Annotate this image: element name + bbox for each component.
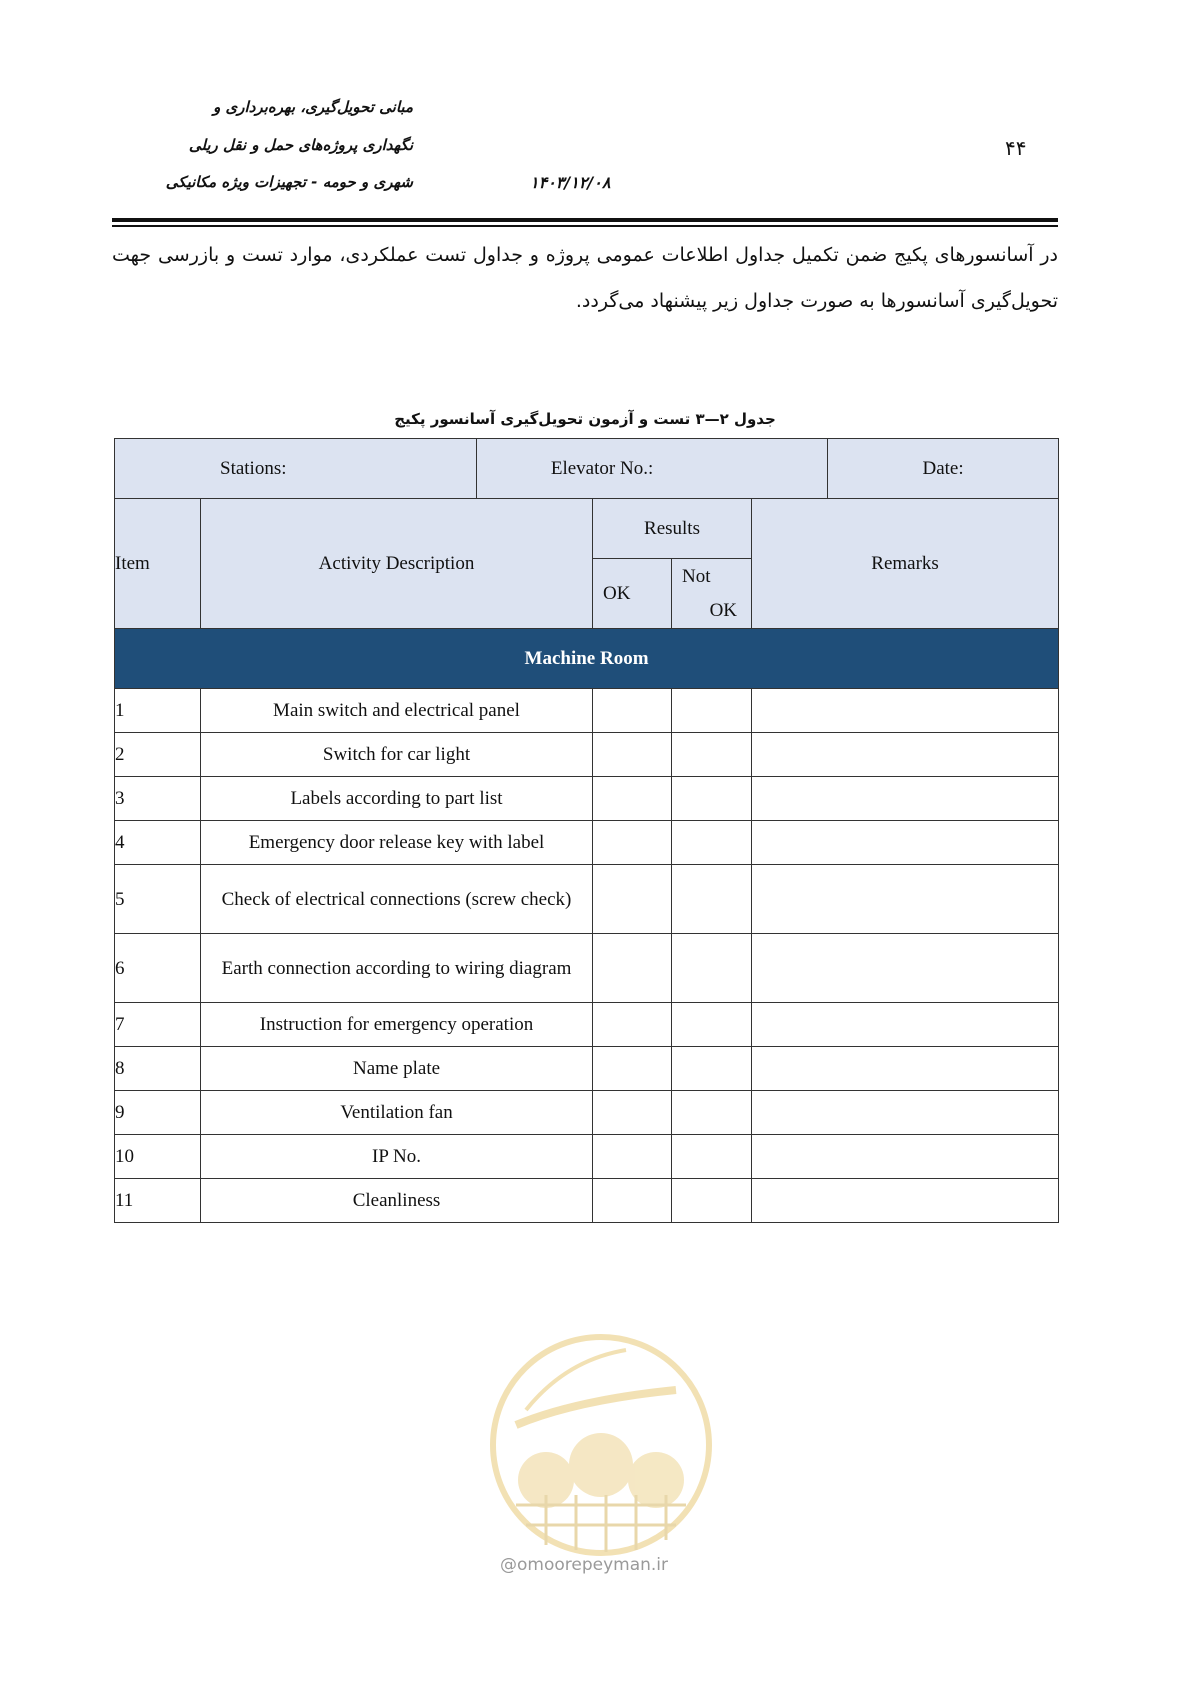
row-remarks-cell <box>752 689 1059 733</box>
intro-paragraph: در آسانسورهای پکیج ضمن تکمیل جداول اطلاعات عمومی پروژه و جداول تست عملکردی، موارد تست و بازرسی جهت تحویل‌گیری آسانسورها به صورت جداول زیر پیشنهاد می‌گردد. <box>112 244 1058 312</box>
row-item-number: 1 <box>115 689 201 733</box>
row-not-ok-cell <box>672 733 752 777</box>
col-remarks-header: Remarks <box>752 499 1059 629</box>
col-item-header: Item <box>115 499 201 629</box>
row-item-number: 3 <box>115 777 201 821</box>
stations-label: Stations: <box>115 439 477 499</box>
section-row <box>115 629 1059 689</box>
row-remarks-cell <box>752 821 1059 865</box>
row-ok-cell <box>593 689 672 733</box>
header-row-1 <box>115 499 1059 559</box>
row-not-ok-cell <box>672 821 752 865</box>
row-description: Ventilation fan <box>201 1091 593 1135</box>
row-description: Check of electrical connections (screw check) <box>201 865 593 934</box>
row-description: Labels according to part list <box>201 777 593 821</box>
header-title-line-2: نگهداری پروژه‌های حمل و نقل ریلی <box>188 136 413 154</box>
row-not-ok-cell <box>672 1179 752 1223</box>
col-not-ok-line-2: OK <box>709 599 738 621</box>
date-label: Date: <box>828 439 1059 499</box>
section-machine-room: Machine Room <box>115 629 1059 689</box>
table-caption: جدول ۲—۳ تست و آزمون تحویل‌گیری آسانسور پکیج <box>394 410 776 428</box>
row-description: Instruction for emergency operation <box>201 1003 593 1047</box>
row-remarks-cell <box>752 1179 1059 1223</box>
row-remarks-cell <box>752 865 1059 934</box>
watermark-logo-icon <box>486 1330 716 1560</box>
header-title-line-1: مبانی تحویل‌گیری، بهره‌برداری و <box>213 98 413 116</box>
row-ok-cell <box>593 1179 672 1223</box>
row-not-ok-cell <box>672 689 752 733</box>
table-row <box>115 1003 1059 1047</box>
row-remarks-cell <box>752 1003 1059 1047</box>
row-ok-cell <box>593 1091 672 1135</box>
row-description: Name plate <box>201 1047 593 1091</box>
row-ok-cell <box>593 777 672 821</box>
row-description: Cleanliness <box>201 1179 593 1223</box>
table-row <box>115 733 1059 777</box>
row-item-number: 8 <box>115 1047 201 1091</box>
row-remarks-cell <box>752 1091 1059 1135</box>
row-not-ok-cell <box>672 865 752 934</box>
row-item-number: 4 <box>115 821 201 865</box>
row-description: IP No. <box>201 1135 593 1179</box>
row-item-number: 5 <box>115 865 201 934</box>
row-not-ok-cell <box>672 1091 752 1135</box>
inspection-table <box>114 438 1059 1223</box>
row-ok-cell <box>593 934 672 1003</box>
row-not-ok-cell <box>672 777 752 821</box>
row-description: Main switch and electrical panel <box>201 689 593 733</box>
row-item-number: 6 <box>115 934 201 1003</box>
row-remarks-cell <box>752 777 1059 821</box>
col-ok-header: OK <box>593 559 672 629</box>
row-item-number: 9 <box>115 1091 201 1135</box>
row-ok-cell <box>593 733 672 777</box>
header-title-line-3: شهری و حومه - تجهیزات ویژه مکانیکی <box>165 173 413 191</box>
table-row <box>115 689 1059 733</box>
row-description: Switch for car light <box>201 733 593 777</box>
table-body <box>115 689 1059 1223</box>
table-row <box>115 777 1059 821</box>
table-row <box>115 821 1059 865</box>
table-row <box>115 1047 1059 1091</box>
row-not-ok-cell <box>672 934 752 1003</box>
header-rule-thick <box>112 218 1058 222</box>
row-remarks-cell <box>752 1135 1059 1179</box>
col-not-ok-line-1: Not <box>682 565 711 587</box>
row-description: Earth connection according to wiring diagram <box>201 934 593 1003</box>
table-row <box>115 934 1059 1003</box>
row-ok-cell <box>593 1047 672 1091</box>
row-not-ok-cell <box>672 1003 752 1047</box>
row-not-ok-cell <box>672 1047 752 1091</box>
info-row <box>115 439 1059 499</box>
row-ok-cell <box>593 865 672 934</box>
col-results-header: Results <box>593 499 752 559</box>
row-ok-cell <box>593 1135 672 1179</box>
row-ok-cell <box>593 1003 672 1047</box>
col-activity-header: Activity Description <box>201 499 593 629</box>
header-date: ۱۴۰۳/۱۲/۰۸ <box>530 173 611 192</box>
col-not-ok-header <box>672 559 752 629</box>
table-row <box>115 1135 1059 1179</box>
elevator-no-label: Elevator No.: <box>477 439 828 499</box>
row-remarks-cell <box>752 733 1059 777</box>
table-row <box>115 1179 1059 1223</box>
table-row <box>115 865 1059 934</box>
row-ok-cell <box>593 821 672 865</box>
header-rule-thin <box>112 225 1058 227</box>
row-item-number: 2 <box>115 733 201 777</box>
row-item-number: 10 <box>115 1135 201 1179</box>
table-row <box>115 1091 1059 1135</box>
row-description: Emergency door release key with label <box>201 821 593 865</box>
row-item-number: 11 <box>115 1179 201 1223</box>
watermark-url: @omoorepeyman.ir <box>500 1555 669 1575</box>
page-number: ۴۴ <box>1005 136 1027 160</box>
row-item-number: 7 <box>115 1003 201 1047</box>
row-not-ok-cell <box>672 1135 752 1179</box>
row-remarks-cell <box>752 934 1059 1003</box>
row-remarks-cell <box>752 1047 1059 1091</box>
